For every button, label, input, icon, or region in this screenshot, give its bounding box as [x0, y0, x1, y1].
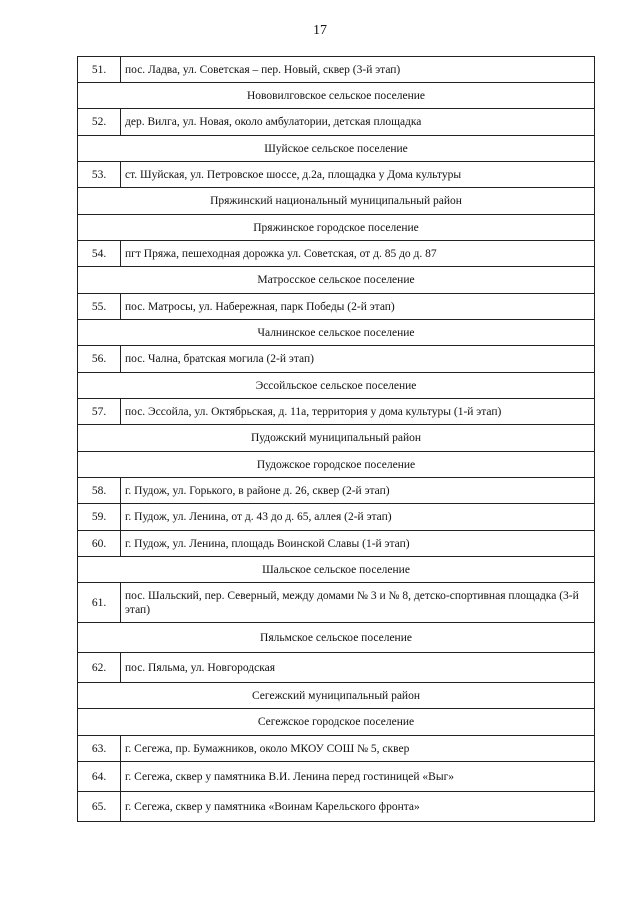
item-description: пос. Ладва, ул. Советская – пер. Новый, сквер (3-й этап) — [121, 57, 595, 83]
section-header-row — [78, 188, 595, 215]
item-description: пос. Эссойла, ул. Октябрьская, д. 11а, территория у дома культуры (1-й этап) — [121, 399, 595, 425]
table-row — [78, 346, 595, 373]
table-row — [78, 504, 595, 531]
item-description: ст. Шуйская, ул. Петровское шоссе, д.2а, площадка у Дома культуры — [121, 162, 595, 188]
item-number: 52. — [78, 109, 121, 136]
section-title: Сегежское городское поселение — [78, 709, 595, 736]
table-row — [78, 241, 595, 267]
section-header-row — [78, 452, 595, 478]
table-row — [78, 162, 595, 188]
section-title: Пряжинский национальный муниципальный район — [78, 188, 595, 215]
section-header-row — [78, 320, 595, 346]
section-header-row — [78, 709, 595, 736]
table-row — [78, 653, 595, 683]
section-title: Пудожский муниципальный район — [78, 425, 595, 452]
item-description: г. Сегежа, пр. Бумажников, около МКОУ СОШ № 5, сквер — [121, 736, 595, 762]
item-description: пос. Шальский, пер. Северный, между домами № 3 и № 8, детско-спортивная площадка (3-й этап) — [121, 583, 595, 623]
section-header-row — [78, 373, 595, 399]
table-row — [78, 736, 595, 762]
item-number: 53. — [78, 162, 121, 188]
section-title: Пряжинское городское поселение — [78, 215, 595, 241]
item-description: г. Сегежа, сквер у памятника «Воинам Карельского фронта» — [121, 792, 595, 822]
table-row — [78, 531, 595, 557]
section-header-row — [78, 425, 595, 452]
table-row — [78, 399, 595, 425]
item-number: 61. — [78, 583, 121, 623]
item-description: дер. Вилга, ул. Новая, около амбулатории, детская площадка — [121, 109, 595, 136]
table-row — [78, 583, 595, 623]
item-description: г. Пудож, ул. Ленина, от д. 43 до д. 65, аллея (2-й этап) — [121, 504, 595, 531]
section-title: Эссойльское сельское поселение — [78, 373, 595, 399]
item-number: 59. — [78, 504, 121, 531]
section-title: Сегежский муниципальный район — [78, 683, 595, 709]
section-header-row — [78, 623, 595, 653]
section-header-row — [78, 215, 595, 241]
item-number: 60. — [78, 531, 121, 557]
item-description: г. Пудож, ул. Ленина, площадь Воинской Славы (1-й этап) — [121, 531, 595, 557]
item-number: 57. — [78, 399, 121, 425]
table-row — [78, 57, 595, 83]
item-number: 56. — [78, 346, 121, 373]
item-number: 65. — [78, 792, 121, 822]
item-description: пос. Матросы, ул. Набережная, парк Победы (2-й этап) — [121, 294, 595, 320]
section-header-row — [78, 267, 595, 294]
section-header-row — [78, 683, 595, 709]
section-header-row — [78, 557, 595, 583]
section-header-row — [78, 83, 595, 109]
section-title: Нововилговское сельское поселение — [78, 83, 595, 109]
table-row — [78, 762, 595, 792]
item-description: пос. Чална, братская могила (2-й этап) — [121, 346, 595, 373]
table-row — [78, 478, 595, 504]
section-title: Матросское сельское поселение — [78, 267, 595, 294]
objects-table — [77, 56, 595, 822]
table-row — [78, 109, 595, 136]
item-number: 58. — [78, 478, 121, 504]
item-description: г. Пудож, ул. Горького, в районе д. 26, сквер (2-й этап) — [121, 478, 595, 504]
table-row — [78, 792, 595, 822]
item-number: 55. — [78, 294, 121, 320]
item-number: 63. — [78, 736, 121, 762]
section-title: Шуйское сельское поселение — [78, 136, 595, 162]
item-description: пос. Пяльма, ул. Новгородская — [121, 653, 595, 683]
section-title: Пяльмское сельское поселение — [78, 623, 595, 653]
objects-table-body — [78, 57, 595, 822]
section-title: Шальское сельское поселение — [78, 557, 595, 583]
section-title: Пудожское городское поселение — [78, 452, 595, 478]
item-number: 51. — [78, 57, 121, 83]
page-number: 17 — [313, 23, 327, 38]
item-description: г. Сегежа, сквер у памятника В.И. Ленина перед гостиницей «Выг» — [121, 762, 595, 792]
item-description: пгт Пряжа, пешеходная дорожка ул. Советская, от д. 85 до д. 87 — [121, 241, 595, 267]
item-number: 54. — [78, 241, 121, 267]
section-header-row — [78, 136, 595, 162]
item-number: 64. — [78, 762, 121, 792]
item-number: 62. — [78, 653, 121, 683]
table-row — [78, 294, 595, 320]
section-title: Чалнинское сельское поселение — [78, 320, 595, 346]
